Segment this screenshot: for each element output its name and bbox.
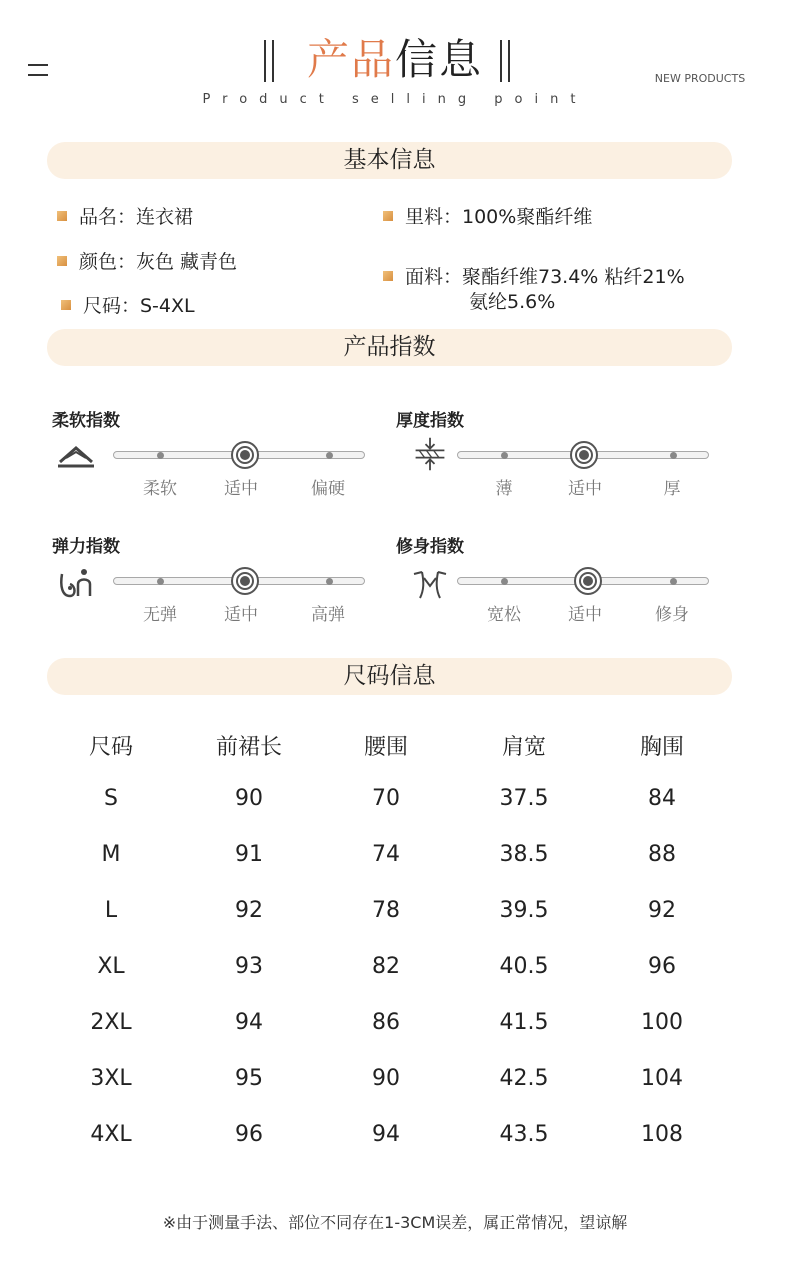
table-cell: S [104, 786, 118, 811]
table-header-cell: 腰围 [363, 735, 408, 760]
index-dot [501, 452, 508, 459]
table-cell: L [104, 898, 118, 923]
index-title-fit: 修身指数 [396, 537, 464, 557]
index-level: 宽松 [487, 605, 521, 625]
index-level: 适中 [224, 479, 258, 499]
table-header-cell: 肩宽 [501, 735, 546, 760]
table-cell: 82 [372, 954, 400, 979]
index-title-softness: 柔软指数 [52, 411, 120, 431]
table-cell: 108 [641, 1122, 683, 1147]
table-header-cell: 尺码 [88, 735, 133, 760]
elasticity-icon [56, 566, 96, 602]
info-size: 尺码：S-4XL [61, 293, 195, 319]
index-level: 适中 [568, 605, 602, 625]
table-cell: 92 [235, 898, 263, 923]
index-knob-softness [231, 441, 259, 469]
table-cell: 74 [372, 842, 400, 867]
table-cell: 4XL [90, 1122, 132, 1147]
table-cell: 41.5 [499, 1010, 549, 1035]
index-dot [326, 452, 333, 459]
table-header-cell: 胸围 [639, 735, 684, 760]
index-dot [670, 452, 677, 459]
index-knob-thickness [570, 441, 598, 469]
table-cell: 39.5 [499, 898, 549, 923]
index-level: 柔软 [143, 479, 177, 499]
bullet-icon [383, 211, 393, 221]
table-cell: 3XL [90, 1066, 132, 1091]
index-knob-fit [574, 567, 602, 595]
index-dot [157, 452, 164, 459]
bullet-icon [57, 211, 67, 221]
table-cell: 93 [235, 954, 263, 979]
table-cell: 90 [235, 786, 263, 811]
table-cell: 104 [641, 1066, 683, 1091]
info-color: 颜色：灰色 藏青色 [57, 249, 237, 275]
table-cell: 95 [235, 1066, 263, 1091]
table-cell: 100 [641, 1010, 683, 1035]
table-cell: 94 [372, 1122, 400, 1147]
thickness-icon [410, 436, 450, 472]
softness-icon [56, 440, 96, 476]
bullet-icon [61, 300, 71, 310]
index-level: 适中 [568, 479, 602, 499]
table-cell: 2XL [90, 1010, 132, 1035]
info-fabric-cont: 氨纶5.6% [469, 291, 556, 313]
table-cell: 40.5 [499, 954, 549, 979]
index-level: 适中 [224, 605, 258, 625]
title-right-bars [500, 40, 514, 82]
table-cell: 84 [648, 786, 676, 811]
section-basic-info: 基本信息 [47, 142, 732, 179]
index-level: 偏硬 [311, 479, 345, 499]
measurement-note: ※由于测量手法、部位不同存在1-3CM误差，属正常情况，望谅解 [162, 1213, 628, 1232]
table-cell: 96 [648, 954, 676, 979]
table-cell: 90 [372, 1066, 400, 1091]
info-name: 品名：连衣裙 [57, 204, 193, 230]
section-product-index: 产品指数 [47, 329, 732, 366]
table-cell: 78 [372, 898, 400, 923]
table-cell: 91 [235, 842, 263, 867]
table-cell: 86 [372, 1010, 400, 1035]
bullet-icon [383, 271, 393, 281]
index-level: 无弹 [143, 605, 177, 625]
menu-icon[interactable] [28, 62, 48, 76]
index-level: 厚 [663, 479, 681, 499]
page-title: 产品信息 [306, 35, 484, 84]
table-cell: 94 [235, 1010, 263, 1035]
index-level: 高弹 [311, 605, 345, 625]
index-title-thickness: 厚度指数 [396, 411, 464, 431]
table-cell: 88 [648, 842, 676, 867]
table-cell: M [101, 842, 121, 867]
section-size-info: 尺码信息 [47, 658, 732, 695]
index-dot [670, 578, 677, 585]
new-products-tag: NEW PRODUCTS [654, 72, 746, 85]
table-header-cell: 前裙长 [215, 735, 282, 760]
table-cell: XL [97, 954, 125, 979]
table-cell: 43.5 [499, 1122, 549, 1147]
table-cell: 96 [235, 1122, 263, 1147]
table-cell: 92 [648, 898, 676, 923]
table-cell: 37.5 [499, 786, 549, 811]
table-cell: 42.5 [499, 1066, 549, 1091]
index-dot [501, 578, 508, 585]
index-dot [326, 578, 333, 585]
table-cell: 70 [372, 786, 400, 811]
index-knob-elasticity [231, 567, 259, 595]
page-subtitle: Product selling point [202, 92, 588, 107]
table-cell: 38.5 [499, 842, 549, 867]
bullet-icon [57, 256, 67, 266]
index-level: 薄 [495, 479, 513, 499]
index-level: 修身 [655, 605, 689, 625]
info-fabric: 面料：聚酯纤维73.4% 粘纤21% [383, 264, 685, 290]
fit-icon [410, 566, 450, 602]
index-dot [157, 578, 164, 585]
info-lining: 里料：100%聚酯纤维 [383, 204, 592, 230]
index-title-elasticity: 弹力指数 [52, 537, 120, 557]
